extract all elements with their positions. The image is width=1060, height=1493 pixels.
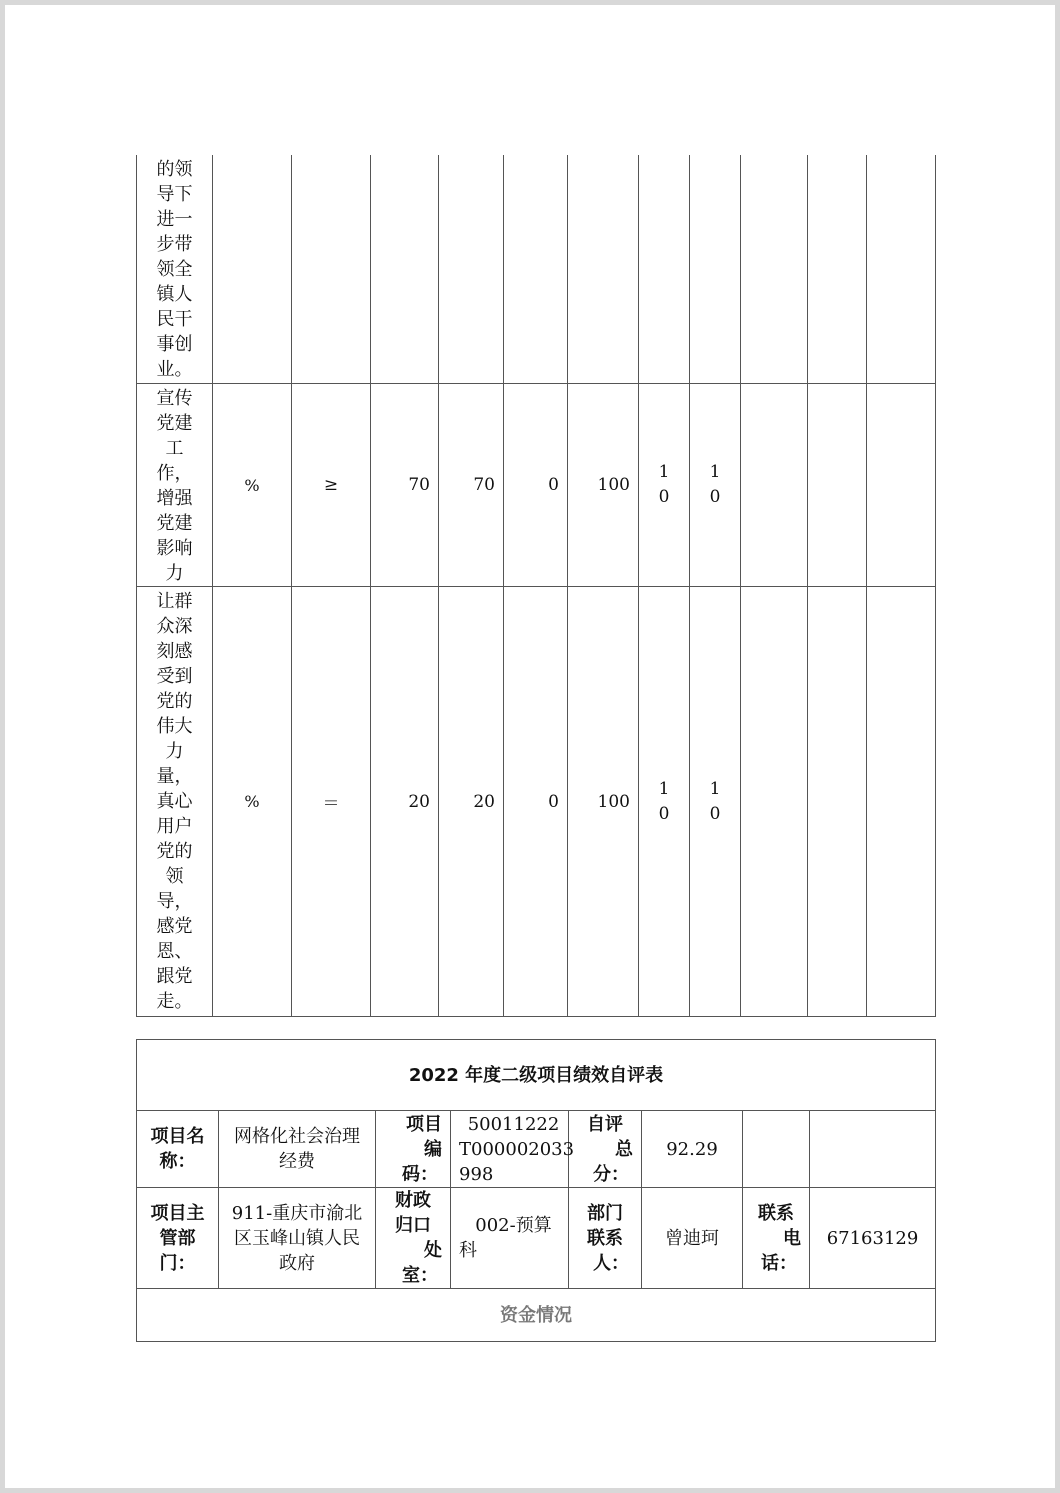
indicator-desc: 让群 众深 刻感 受到 党的 伟大 力 量， 真心 用户 党的 领 导， 感党 恩、 跟党 走。	[137, 587, 213, 1017]
empty-cell	[808, 587, 867, 1017]
contact-label: 部门 联系 人：	[569, 1188, 642, 1289]
table-row	[137, 1111, 936, 1188]
evaluation-form-table	[136, 1039, 936, 1342]
empty-cell	[808, 155, 867, 384]
phone-label: 联系 电 话：	[743, 1188, 810, 1289]
rate-cell	[568, 155, 639, 384]
empty-cell	[741, 587, 808, 1017]
self-score-value: 92.29	[642, 1111, 743, 1188]
indicator-table	[136, 155, 936, 1017]
score-cell	[690, 155, 741, 384]
rate-cell: 100	[568, 384, 639, 587]
operator-cell: ≥	[292, 384, 371, 587]
operator-cell	[292, 155, 371, 384]
funding-section-title: 资金情况	[137, 1289, 936, 1342]
indicator-desc: 的领 导下 进一 步带 领全 镇人 民干 事创 业。	[137, 155, 213, 384]
table-row	[137, 155, 936, 384]
empty-cell	[743, 1111, 810, 1188]
document-page	[5, 5, 1055, 1488]
project-code-label: 项目 编 码：	[376, 1111, 451, 1188]
table-row	[137, 587, 936, 1017]
empty-cell	[867, 384, 936, 587]
weight-cell: 1 0	[639, 587, 690, 1017]
indicator-desc: 宣传 党建 工 作， 增强 党建 影响 力	[137, 384, 213, 587]
score-cell: 1 0	[690, 587, 741, 1017]
deviation-cell	[504, 155, 568, 384]
table-row	[137, 1188, 936, 1289]
department-value: 911-重庆市渝北 区玉峰山镇人民 政府	[219, 1188, 376, 1289]
phone-value: 67163129	[810, 1188, 936, 1289]
actual-cell: 70	[439, 384, 504, 587]
empty-cell	[741, 384, 808, 587]
form-title: 2022 年度二级项目绩效自评表	[137, 1040, 936, 1111]
unit-cell: %	[213, 384, 292, 587]
table-row	[137, 384, 936, 587]
target-cell: 70	[371, 384, 439, 587]
deviation-cell: 0	[504, 384, 568, 587]
weight-cell	[639, 155, 690, 384]
contact-value: 曾迪珂	[642, 1188, 743, 1289]
finance-office-value: 002-预算 科	[451, 1188, 569, 1289]
weight-cell: 1 0	[639, 384, 690, 587]
score-cell: 1 0	[690, 384, 741, 587]
department-label: 项目主 管部 门：	[137, 1188, 219, 1289]
unit-cell	[213, 155, 292, 384]
operator-cell: ＝	[292, 587, 371, 1017]
empty-cell	[867, 155, 936, 384]
unit-cell: %	[213, 587, 292, 1017]
empty-cell	[741, 155, 808, 384]
deviation-cell: 0	[504, 587, 568, 1017]
rate-cell: 100	[568, 587, 639, 1017]
empty-cell	[810, 1111, 936, 1188]
target-cell	[371, 155, 439, 384]
self-score-label: 自评 总 分：	[569, 1111, 642, 1188]
target-cell: 20	[371, 587, 439, 1017]
finance-office-label: 财政 归口 处 室：	[376, 1188, 451, 1289]
project-code-value: 50011222 T000002033 998	[451, 1111, 569, 1188]
actual-cell: 20	[439, 587, 504, 1017]
project-name-label: 项目名 称：	[137, 1111, 219, 1188]
project-name-value: 网格化社会治理 经费	[219, 1111, 376, 1188]
empty-cell	[808, 384, 867, 587]
empty-cell	[867, 587, 936, 1017]
actual-cell	[439, 155, 504, 384]
